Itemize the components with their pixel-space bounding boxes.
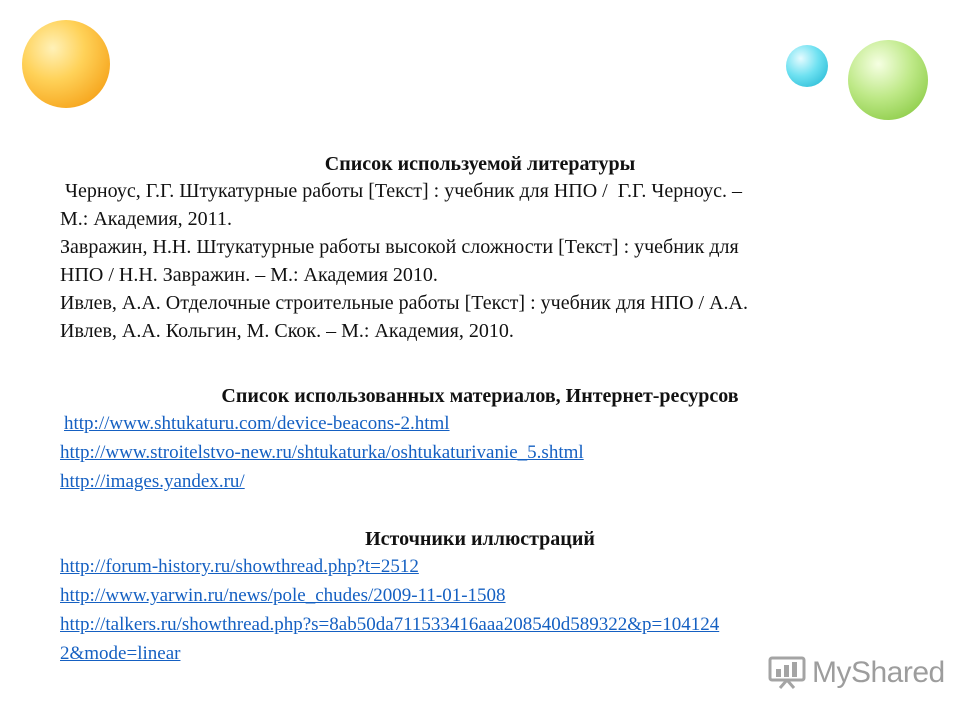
literature-item-line: М.: Академия, 2011. — [60, 208, 232, 230]
decorative-orange-circle — [22, 20, 110, 108]
resources-section — [60, 383, 900, 496]
literature-item-line: Ивлев, А.А. Отделочные строительные работы [Текст] : учебник для НПО / А.А. — [60, 292, 748, 314]
literature-item-line: НПО / Н.Н. Завражин. – М.: Академия 2010. — [60, 264, 438, 286]
illustration-link[interactable]: http://www.yarwin.ru/news/pole_chudes/2009-11-01-1508 — [60, 585, 506, 606]
resource-link[interactable]: http://images.yandex.ru/ — [60, 471, 245, 492]
literature-item — [60, 289, 900, 345]
literature-heading: Список используемой литературы — [324, 153, 636, 175]
illustration-link[interactable]: http://talkers.ru/showthread.php?s=8ab50da711533416aaa208540d589322&p=104124 — [60, 614, 720, 635]
illustration-link[interactable]: http://forum-history.ru/showthread.php?t=2512 — [60, 556, 419, 577]
resources-heading: Список использованных материалов, Интернет-ресурсов — [221, 385, 739, 407]
illustration-link-continuation[interactable]: 2&mode=linear — [60, 643, 181, 664]
illustrations-section — [60, 526, 900, 668]
literature-item — [60, 233, 900, 289]
resource-link[interactable]: http://www.shtukaturu.com/device-beacons-2.html — [64, 413, 450, 434]
literature-item-line: Завражин, Н.Н. Штукатурные работы высокой сложности [Текст] : учебник для — [60, 236, 739, 258]
watermark-text: MyShared — [812, 656, 945, 689]
decorative-green-circle — [848, 40, 928, 120]
decorative-cyan-circle — [786, 45, 828, 87]
myshared-watermark — [768, 656, 945, 690]
literature-item-line: Ивлев, А.А. Кольгин, М. Скок. – М.: Академия, 2010. — [60, 320, 514, 342]
illustrations-heading: Источники иллюстраций — [365, 528, 595, 550]
literature-item-line: Черноус, Г.Г. Штукатурные работы [Текст] : учебник для НПО / Г.Г. Черноус. – — [60, 180, 743, 202]
literature-item — [60, 177, 900, 233]
resource-link[interactable]: http://www.stroitelstvo-new.ru/shtukaturka/oshtukaturivanie_5.shtml — [60, 442, 584, 463]
literature-section — [60, 151, 900, 345]
presentation-board-icon — [768, 656, 806, 690]
